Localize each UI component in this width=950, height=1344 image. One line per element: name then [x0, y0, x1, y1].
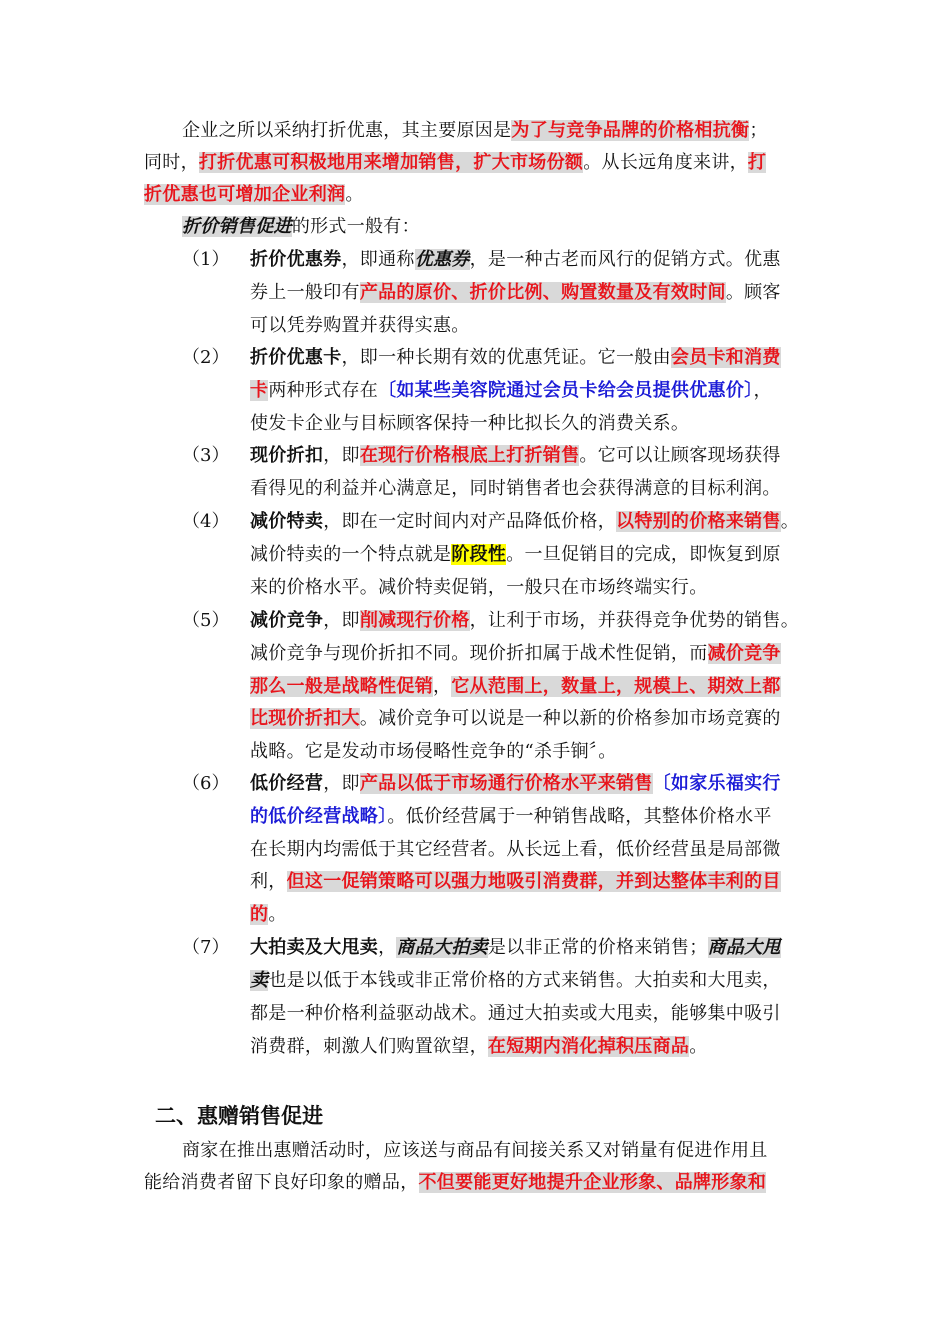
highlight: 会员卡和消费 — [670, 347, 781, 368]
text: 商家在推出惠赠活动时，应该送与商品有间接关系又对销量有促进作用且 — [182, 1140, 768, 1161]
text: 来的价格水平。减价特卖促销，一般只在市场终端实行。 — [250, 577, 708, 598]
item-number: （2） — [182, 347, 230, 368]
highlight: 比现价折扣大 — [250, 708, 360, 729]
text: 券上一般印有 — [250, 282, 360, 303]
item-6-line-2 — [250, 804, 772, 830]
item-title: 现价折扣 — [250, 445, 324, 466]
item-4-line-1 — [250, 509, 799, 535]
item-5-line-3 — [250, 674, 781, 700]
term: 卖 — [250, 970, 269, 991]
text: ，即 — [323, 773, 360, 794]
text: ， — [378, 937, 397, 958]
term: 优惠券 — [414, 249, 470, 270]
text: ； — [749, 120, 768, 141]
text: 同时， — [144, 152, 199, 173]
item-title: 折价优惠卡 — [250, 347, 342, 368]
text: 。从长远角度来讲， — [583, 152, 748, 173]
text: 使发卡企业与目标顾客保持一种比拟长久的消费关系。 — [250, 413, 690, 434]
text: 两种形式存在 — [268, 380, 379, 401]
item-2-line-2 — [250, 378, 772, 404]
item-1-line-2 — [250, 280, 781, 306]
highlight: 那么一般是战略性促销 — [250, 676, 433, 697]
text: ，让利于市场，并获得竞争优势的销售。 — [469, 610, 800, 631]
text: ，是一种古老而风行的促销方式。优惠 — [469, 249, 781, 270]
text: 看得见的利益并心满意足，同时销售者也会获得满意的目标利润。 — [250, 478, 781, 499]
term: 折价销售促进 — [182, 216, 292, 237]
highlight: 的 — [250, 904, 269, 925]
text: 是以非正常的价格来销售； — [487, 937, 708, 958]
highlight: 折优惠也可增加企业利润 — [144, 184, 346, 205]
text: ，即 — [323, 610, 360, 631]
item-1-line-3 — [250, 313, 470, 339]
text: 。 — [689, 1036, 708, 1057]
item-5-line-5 — [250, 739, 617, 765]
item-title: 减价特卖 — [250, 511, 324, 532]
intro-line-4 — [182, 214, 420, 240]
item-1-line-1 — [250, 247, 781, 273]
text: 在长期内均需低于其它经营者。从长远上看，低价经营虽是局部微 — [250, 839, 781, 860]
highlight: 它从范围上，数量上，规模上、期效上都 — [451, 676, 781, 697]
text: 能给消费者留下良好印象的赠品， — [144, 1172, 419, 1193]
text: 都是一种价格利益驱动战术。通过大拍卖或大甩卖，能够集中吸引 — [250, 1003, 781, 1024]
item-4-line-2 — [250, 542, 781, 568]
item-2-line-1 — [250, 345, 781, 371]
highlight: 减价竞争 — [707, 643, 781, 664]
intro-line-2 — [144, 150, 766, 176]
highlight: 产品以低于市场通行价格水平来销售 — [359, 773, 653, 794]
text: 利， — [250, 871, 287, 892]
text: 战略。它是发动市场侵略性竞争的“杀手锏〞。 — [250, 741, 617, 762]
item-title: 减价竞争 — [250, 610, 324, 631]
item-7-line-1 — [250, 935, 781, 961]
text: 减价特卖的一个特点就是 — [250, 544, 452, 565]
item-title: 大拍卖及大甩卖 — [250, 937, 379, 958]
item-number: （1） — [182, 249, 230, 270]
text: ， — [753, 380, 772, 401]
highlight: 在短期内消化掉积压商品 — [487, 1036, 690, 1057]
item-number: （3） — [182, 445, 230, 466]
text: 。一旦促销目的完成，即恢复到原 — [506, 544, 781, 565]
term: 商品大甩 — [707, 937, 781, 958]
text: 消费群，刺激人们购置欲望， — [250, 1036, 488, 1057]
item-title: 低价经营 — [250, 773, 324, 794]
text: 也是以低于本钱或非正常价格的方式来销售。大拍卖和大甩卖， — [268, 970, 781, 991]
text: 。低价经营属于一种销售战略，其整体价格水平 — [387, 806, 772, 827]
example: 的低价经营战略〕 — [250, 806, 388, 827]
highlight: 不但要能更好地提升企业形象、品牌形象和 — [418, 1172, 767, 1193]
intro-line-3 — [144, 182, 364, 208]
item-6-line-1 — [250, 771, 781, 797]
term: 商品大拍卖 — [396, 937, 488, 958]
text: 减价竞争与现价折扣不同。现价折扣属于战术性促销，而 — [250, 643, 708, 664]
section-heading: 二、惠赠销售促进 — [155, 1104, 323, 1128]
item-3-line-1 — [250, 443, 781, 469]
highlight: 但这一促销策略可以强力地吸引消费群，并到达整体丰利的目 — [286, 871, 781, 892]
text: 。 — [345, 184, 364, 205]
example: 〔如某些美容院通过会员卡给会员提供优惠价〕 — [378, 380, 754, 401]
yellow-highlight: 阶段性 — [451, 544, 507, 565]
text: 。顾客 — [725, 282, 781, 303]
item-7-line-4 — [250, 1034, 708, 1060]
text: ，即通称 — [341, 249, 415, 270]
item-6-line-3 — [250, 837, 781, 863]
item-number: （5） — [182, 610, 230, 631]
item-5-line-2 — [250, 641, 781, 667]
highlight: 打折优惠可积极地用来增加销售，扩大市场份额 — [198, 152, 584, 173]
item-5-line-1 — [250, 608, 799, 634]
item-3-line-2 — [250, 476, 781, 502]
section2-line-2 — [144, 1170, 766, 1196]
item-2-line-3 — [250, 411, 689, 437]
highlight: 打 — [747, 152, 767, 173]
item-4-line-3 — [250, 575, 708, 601]
text: 。 — [268, 904, 287, 925]
intro-line-1 — [182, 118, 768, 144]
highlight: 在现行价格根底上打折销售 — [359, 445, 580, 466]
text: ，即 — [323, 445, 360, 466]
section2-line-1 — [182, 1138, 768, 1164]
item-number: （7） — [182, 937, 230, 958]
text: 可以凭券购置并获得实惠。 — [250, 315, 470, 336]
text: 。 — [780, 511, 800, 532]
text: 。它可以让顾客现场获得 — [579, 445, 781, 466]
highlight: 卡 — [250, 380, 269, 401]
item-title: 折价优惠券 — [250, 249, 342, 270]
text: 的形式一般有： — [291, 216, 420, 237]
highlight: 以特别的价格来销售 — [616, 511, 781, 532]
item-5-line-4 — [250, 706, 781, 732]
text: ，即在一定时间内对产品降低价格， — [323, 511, 617, 532]
highlight: 削减现行价格 — [359, 610, 470, 631]
item-7-line-2 — [250, 968, 781, 994]
highlight: 产品的原价、折价比例、购置数量及有效时间 — [359, 282, 726, 303]
text: ，即一种长期有效的优惠凭证。它一般由 — [341, 347, 671, 368]
text: 企业之所以采纳打折优惠，其主要原因是 — [182, 120, 512, 141]
item-7-line-3 — [250, 1001, 781, 1027]
text: ， — [433, 676, 452, 697]
example: 〔如家乐福实行 — [652, 773, 781, 794]
highlight: 为了与竞争品牌的价格相抗衡 — [511, 120, 750, 141]
item-6-line-5 — [250, 902, 287, 928]
item-number: （6） — [182, 773, 230, 794]
item-number: （4） — [182, 511, 230, 532]
item-6-line-4 — [250, 869, 781, 895]
text: 。减价竞争可以说是一种以新的价格参加市场竞赛的 — [359, 708, 781, 729]
